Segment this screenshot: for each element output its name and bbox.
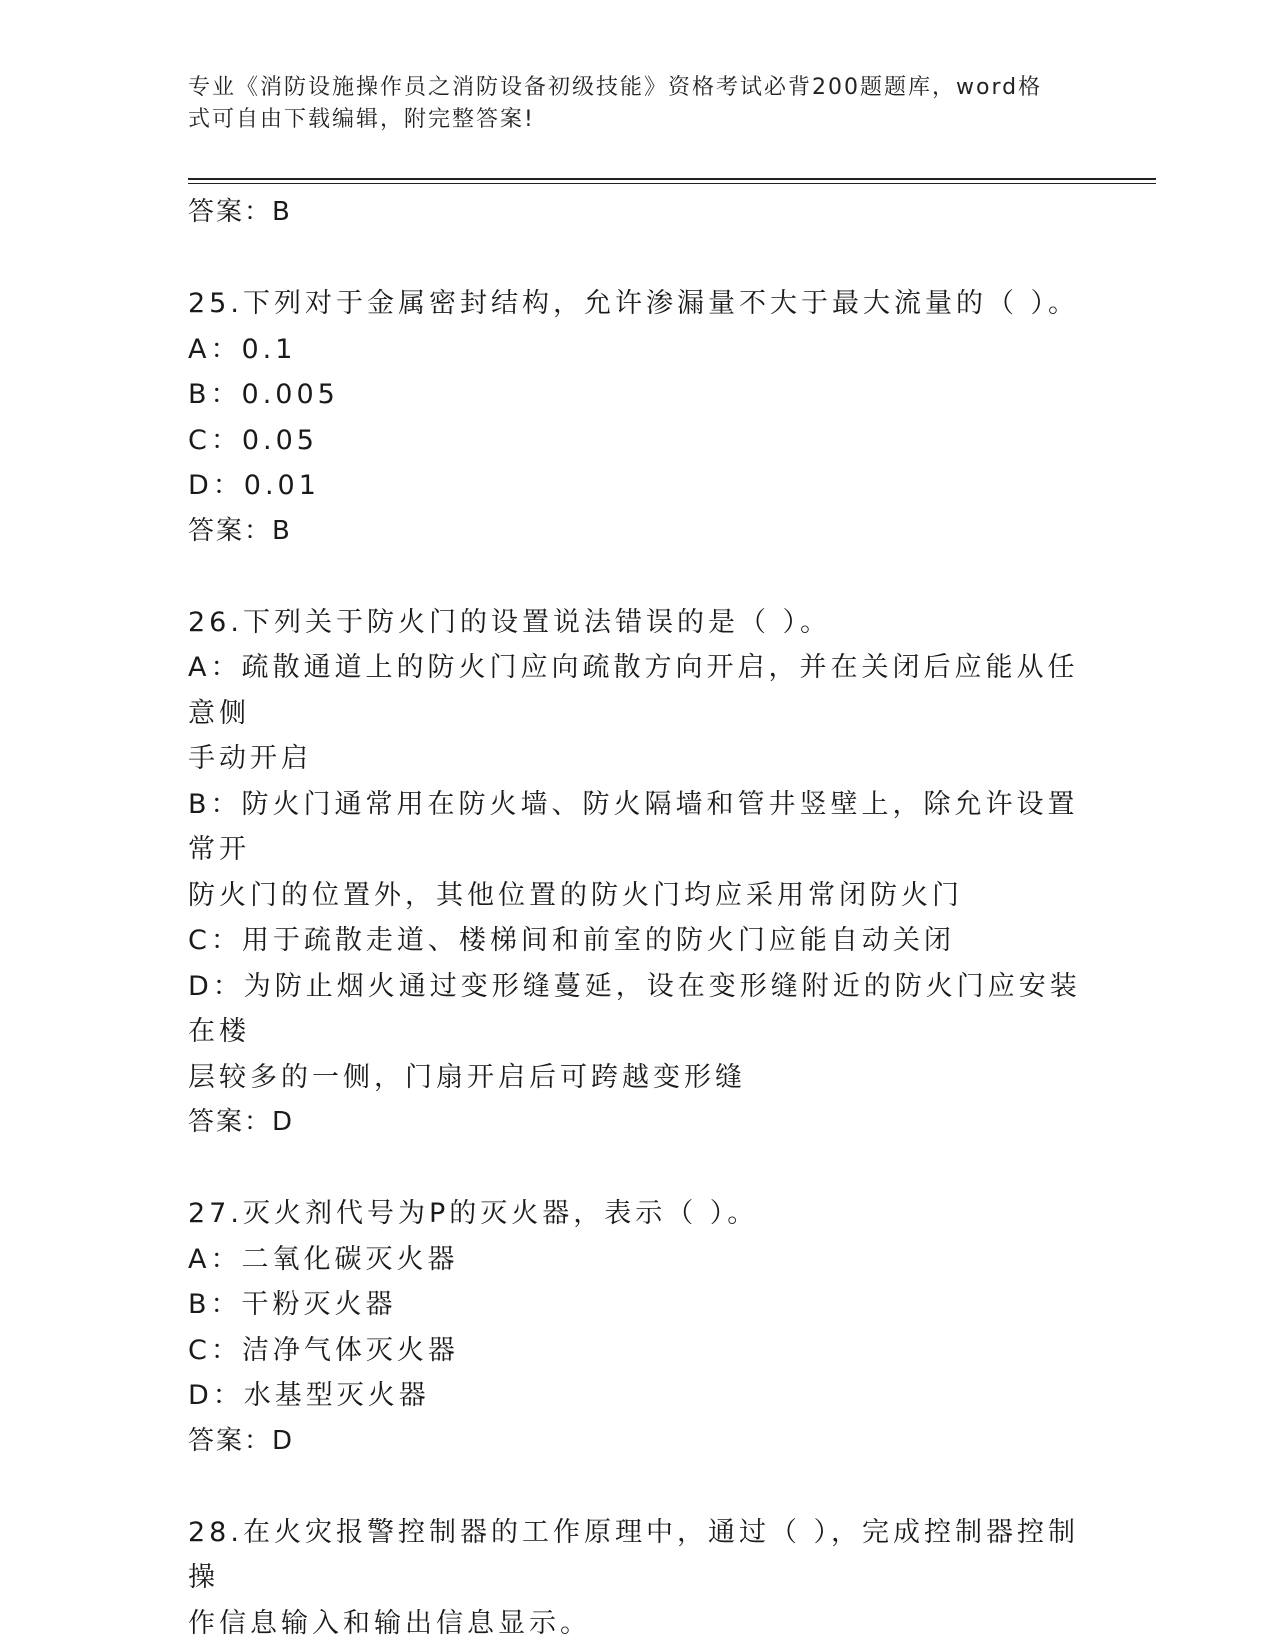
header-line-1: 专业《消防设施操作员之消防设备初级技能》资格考试必背200题题库，word格 xyxy=(188,75,1043,100)
question-stem: 28.在火灾报警控制器的工作原理中，通过（ ），完成控制器控制操 xyxy=(188,1516,1080,1593)
spacer xyxy=(188,554,1088,600)
spacer xyxy=(188,1146,1088,1192)
question-28 xyxy=(188,1510,1088,1647)
header-rule-thick xyxy=(188,178,1156,180)
option-d-cont: 层较多的一侧，门扇开启后可跨越变形缝 xyxy=(188,1061,746,1093)
option-b: B：干粉灭火器 xyxy=(188,1289,397,1320)
spacer xyxy=(188,236,1088,282)
answer-line: 答案：D xyxy=(188,1107,295,1137)
option-b: B：防火门通常用在防火墙、防火隔墙和管井竖壁上，除允许设置常开 xyxy=(188,788,1079,865)
option-a: A：0.1 xyxy=(188,333,297,365)
option-b: B：0.005 xyxy=(188,379,339,410)
answer-line: 答案：B xyxy=(188,197,292,227)
question-27 xyxy=(188,1191,1088,1464)
option-a: A：二氧化碳灭火器 xyxy=(188,1243,459,1275)
option-c: C：洁净气体灭火器 xyxy=(188,1334,459,1366)
option-d: D：0.01 xyxy=(188,470,320,501)
option-c: C：0.05 xyxy=(188,424,318,456)
option-d: D：为防止烟火通过变形缝蔓延，设在变形缝附近的防火门应安装在楼 xyxy=(188,970,1081,1047)
option-a: A：疏散通道上的防火门应向疏散方向开启，并在关闭后应能从任意侧 xyxy=(188,652,1079,729)
question-stem: 26.下列关于防火门的设置说法错误的是（ ）。 xyxy=(188,606,832,638)
document-header xyxy=(188,72,1088,136)
question-25 xyxy=(188,281,1088,554)
spacer xyxy=(188,1464,1088,1510)
option-c: C：用于疏散走道、楼梯间和前室的防火门应能自动关闭 xyxy=(188,925,955,956)
option-d: D：水基型灭火器 xyxy=(188,1380,430,1411)
option-b-cont: 防火门的位置外，其他位置的防火门均应采用常闭防火门 xyxy=(188,879,963,911)
header-line-2: 式可自由下载编辑，附完整答案! xyxy=(188,107,535,132)
question-stem: 27.灭火剂代号为P的灭火器，表示（ ）。 xyxy=(188,1198,759,1229)
question-stem-cont: 作信息输入和输出信息显示。 xyxy=(188,1607,591,1639)
option-a-cont: 手动开启 xyxy=(188,743,312,774)
header-rule-thin xyxy=(188,183,1156,184)
question-stem: 25.下列对于金属密封结构，允许渗漏量不大于最大流量的（ ）。 xyxy=(188,288,1080,319)
question-26 xyxy=(188,600,1088,1146)
question-list xyxy=(188,190,1088,1646)
answer-line: 答案：B xyxy=(188,515,292,546)
answer-line: 答案：D xyxy=(188,1425,295,1456)
